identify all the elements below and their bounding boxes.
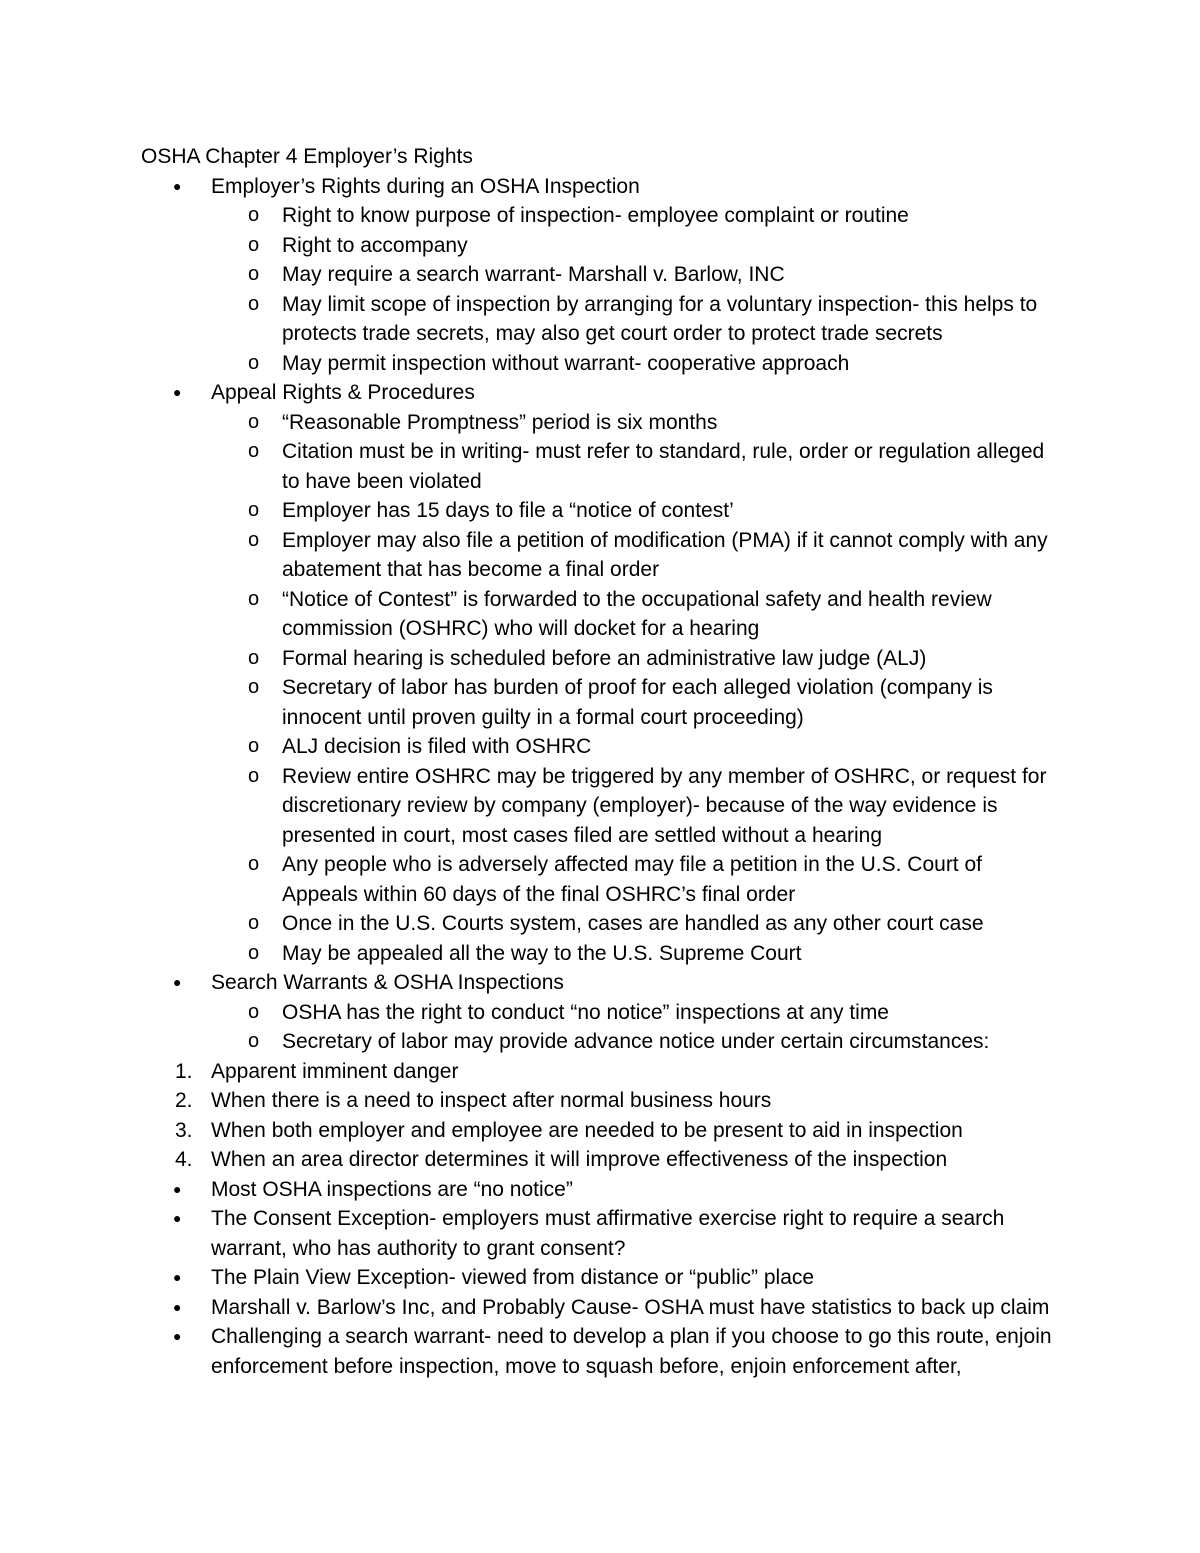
sub-bullet-item [248, 585, 1062, 644]
circle-bullet-icon: o [248, 440, 260, 462]
bullet-item [173, 378, 1061, 408]
sub-bullet-item [248, 1027, 1062, 1057]
item-text: Citation must be in writing- must refer to standard, rule, order or regulation alleged to have been violated [282, 440, 1045, 493]
item-number: 3. [175, 1118, 193, 1142]
bullet-item [173, 1263, 1061, 1293]
bullet-item [173, 1175, 1061, 1205]
sub-bullet-item [248, 290, 1062, 349]
item-text: Employer has 15 days to file a “notice of contest’ [282, 499, 734, 522]
sub-bullet-item [248, 732, 1062, 762]
circle-bullet-icon: o [248, 292, 260, 315]
item-text: Secretary of labor may provide advance notice under certain circumstances: [282, 1030, 990, 1053]
item-number: 1. [175, 1059, 193, 1083]
bullet-item [173, 968, 1061, 998]
sub-bullet-item [248, 437, 1062, 496]
sub-bullet-item [248, 349, 1062, 379]
item-text: “Reasonable Promptness” period is six months [282, 410, 718, 434]
circle-bullet-icon: o [248, 646, 260, 669]
circle-bullet-icon: o [248, 263, 260, 285]
item-text: OSHA has the right to conduct “no notice” inspections at any time [282, 1000, 889, 1024]
item-text: Challenging a search warrant- need to develop a plan if you choose to go this route, enjoin enforcement before inspection, move to squash before, enjoin enforcement after, [211, 1325, 1052, 1378]
page-title: OSHA Chapter 4 Employer’s Rights [141, 145, 473, 168]
item-number: 4. [175, 1148, 193, 1171]
circle-bullet-icon: o [248, 410, 260, 433]
item-text: Appeal Rights & Procedures [211, 381, 475, 404]
item-text: “Notice of Contest” is forwarded to the occupational safety and health review commission (OSHRC) who will docket for a hearing [282, 587, 992, 640]
item-text: Any people who is adversely affected may file a petition in the U.S. Court of Appeals within 60 days of the final OSHRC’s final order [282, 853, 982, 906]
bullet-icon: ● [173, 177, 182, 194]
circle-bullet-icon: o [248, 735, 260, 757]
sub-bullet-item [248, 496, 1062, 526]
outline-list [0, 172, 1200, 1382]
item-text: May be appealed all the way to the U.S. Supreme Court [282, 941, 802, 965]
bullet-icon: ● [173, 1328, 182, 1344]
bullet-icon: ● [173, 384, 182, 400]
numbered-item [175, 1116, 1061, 1146]
circle-bullet-icon: o [248, 233, 260, 256]
circle-bullet-icon: o [248, 587, 260, 610]
bullet-item [173, 172, 1061, 202]
item-text: Formal hearing is scheduled before an administrative law judge (ALJ) [282, 646, 927, 670]
sub-bullet-item [248, 231, 1062, 261]
item-text: The Plain View Exception- viewed from distance or “public” place [211, 1266, 815, 1289]
item-text: Employer’s Rights during an OSHA Inspection [211, 174, 640, 198]
numbered-item [175, 1057, 1061, 1087]
item-text: May permit inspection without warrant- cooperative approach [282, 351, 850, 375]
item-text: Marshall v. Barlow’s Inc, and Probably Cause- OSHA must have statistics to back up claim [211, 1295, 1050, 1319]
item-text: May limit scope of inspection by arranging for a voluntary inspection- this helps to protects trade secrets, may also get court order to protect trade secrets [282, 292, 1038, 345]
bullet-item [173, 1293, 1061, 1323]
item-text: When both employer and employee are needed to be present to aid in inspection [211, 1118, 963, 1142]
bullet-item [173, 1204, 1061, 1263]
item-text: Once in the U.S. Courts system, cases are handled as any other court case [282, 912, 984, 935]
sub-bullet-item [248, 526, 1062, 585]
sub-bullet-item [248, 850, 1062, 909]
circle-bullet-icon: o [248, 499, 260, 521]
item-text: When an area director determines it will improve effectiveness of the inspection [211, 1148, 948, 1171]
item-text: Review entire OSHRC may be triggered by any member of OSHRC, or request for discretionary review by company (employer)- because of the way evidence is presented in court, most cases filed are settled without a hearing [282, 764, 1047, 847]
item-text: Secretary of labor has burden of proof for each alleged violation (company is innocent until proven guilty in a formal court proceeding) [282, 676, 993, 729]
sub-bullet-item [248, 909, 1062, 939]
item-text: The Consent Exception- employers must affirmative exercise right to require a search warrant, who has authority to grant consent? [211, 1207, 1005, 1260]
circle-bullet-icon: o [248, 528, 260, 551]
bullet-item [173, 1322, 1061, 1381]
circle-bullet-icon: o [248, 351, 260, 374]
item-text: Apparent imminent danger [211, 1059, 459, 1083]
item-text: May require a search warrant- Marshall v. Barlow, INC [282, 263, 785, 286]
sub-bullet-item [248, 408, 1062, 438]
sub-bullet-item [248, 644, 1062, 674]
bullet-icon: ● [173, 1269, 182, 1285]
circle-bullet-icon: o [248, 764, 260, 787]
circle-bullet-icon: o [248, 1000, 260, 1023]
sub-bullet-item [248, 939, 1062, 969]
numbered-item [175, 1086, 1061, 1116]
item-text: Employer may also file a petition of modification (PMA) if it cannot comply with any abatement that has become a final order [282, 528, 1048, 581]
sub-bullet-item [248, 998, 1062, 1028]
item-text: Right to know purpose of inspection- employee complaint or routine [282, 204, 909, 227]
sub-bullet-item [248, 762, 1062, 851]
bullet-icon: ● [173, 974, 182, 990]
bullet-icon: ● [173, 1298, 182, 1315]
item-number: 2. [175, 1089, 193, 1112]
sub-bullet-item [248, 673, 1062, 732]
item-text: Search Warrants & OSHA Inspections [211, 971, 564, 994]
item-text: Most OSHA inspections are “no notice” [211, 1177, 573, 1201]
circle-bullet-icon: o [248, 912, 260, 934]
circle-bullet-icon: o [248, 204, 260, 226]
sub-bullet-item [248, 201, 1062, 231]
bullet-icon: ● [173, 1210, 182, 1226]
circle-bullet-icon: o [248, 1030, 260, 1052]
circle-bullet-icon: o [248, 676, 260, 698]
circle-bullet-icon: o [248, 853, 260, 875]
numbered-item [175, 1145, 1061, 1175]
bullet-icon: ● [173, 1180, 182, 1197]
sub-bullet-item [248, 260, 1062, 290]
item-text: When there is a need to inspect after normal business hours [211, 1089, 772, 1112]
circle-bullet-icon: o [248, 941, 260, 964]
item-text: Right to accompany [282, 233, 468, 257]
item-text: ALJ decision is filed with OSHRC [282, 735, 592, 758]
